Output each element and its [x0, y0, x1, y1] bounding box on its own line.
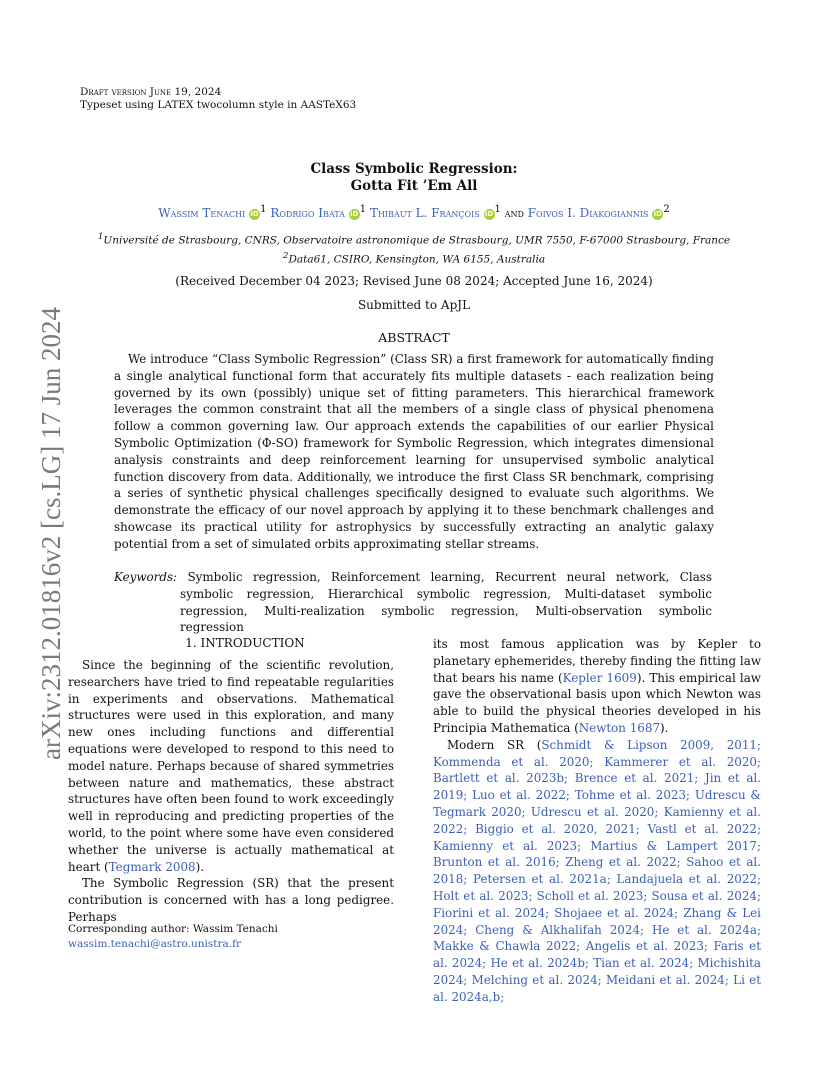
- orcid-icon[interactable]: iD: [653, 210, 662, 218]
- keywords-label: Keywords:: [114, 570, 178, 584]
- paragraph: Since the beginning of the scientific revolution, researchers have tried to find repeatable regularities in experiments and observations. Mathematical structures were used in this exploration, and many new ones including functions and differential equations were developed to respond to this need to model nature. Perhaps because of shared symmetries between nature and mathematics, these abstract structures have often been found to work exceedingly well in reproducing and predicting properties of the world, to the point where some have even considered whether the universe is actually mathematical at heart (Tegmark 2008).: [68, 658, 394, 874]
- right-column: [433, 636, 761, 1006]
- author-name[interactable]: Rodrigo Ibata: [270, 206, 345, 220]
- section-heading: 1. INTRODUCTION: [185, 636, 305, 650]
- abstract-heading: ABSTRACT: [378, 330, 450, 345]
- received-dates: (Received December 04 2023; Revised June 08 2024; Accepted June 16, 2024): [175, 274, 653, 288]
- keywords-list: Symbolic regression, Reinforcement learning, Recurrent neural network, Class symbolic regression, Hierarchical symbolic regression, Multi-dataset symbolic regression, Multi-realization symbolic regression, Multi-observation symbolic regression: [180, 570, 712, 635]
- paragraph: The Symbolic Regression (SR) that the present contribution is concerned with has a long pedigree. Perhaps: [68, 876, 394, 924]
- affiliation-2: $^2$Data61, CSIRO, Kensington, WA 6155, Australia: [282, 250, 546, 265]
- left-column: [68, 657, 394, 926]
- corresponding-author: Corresponding author: Wassim Tenachi: [68, 923, 278, 935]
- abstract-text: We introduce “Class Symbolic Regression” (Class SR) a first framework for automatically finding a single analytical functional form that accurately fits multiple datasets - each realization being governed by its own (possibly) unique set of fitting parameters. This hierarchical framework leverages the common constraint that all the members of a single class of physical phenomena follow a common governing law. Our approach extends the capabilities of our earlier Physical Symbolic Optimization (Φ-SO) framework for Symbolic Regression, which integrates dimensional analysis constraints and deep reinforcement learning for unsupervised symbolic analytical function discovery from data. Additionally, we introduce the first Class SR benchmark, comprising a series of synthetic physical challenges specifically designed to evaluate such algorithms. We demonstrate the efficacy of our novel approach by applying it to these benchmark challenges and showcase its practical utility for astrophysics by successfully extracting an analytic galaxy potential from a set of simulated orbits approximating stellar streams.: [114, 352, 714, 551]
- affiliation-1: $^1$Université de Strasbourg, CNRS, Observatoire astronomique de Strasbourg, UMR 7550, F-67000 Strasbourg, France: [97, 232, 731, 247]
- orcid-icon[interactable]: iD: [484, 210, 494, 218]
- typeset-note: Typeset using LATEX twocolumn style in AASTeX63: [80, 99, 357, 111]
- affiliations: [0, 230, 828, 267]
- author-name[interactable]: Foivos I. Diakogiannis: [527, 206, 649, 220]
- footnote: [68, 922, 278, 952]
- citation-link[interactable]: Newton 1687: [578, 720, 661, 735]
- submitted-journal: Submitted to ApJL: [357, 298, 471, 312]
- email-link[interactable]: wassim.tenachi@astro.unistra.fr: [68, 938, 242, 950]
- orcid-icon[interactable]: iD: [350, 210, 359, 218]
- paragraph: Modern SR (Schmidt & Lipson 2009, 2011; Kommenda et al. 2020; Kammerer et al. 2020; Bartlett et al. 2023b; Brence et al. 2021; Jin et al. 2019; Luo et al. 2022; Tohme et al. 2023; Udrescu & Tegmark 2020; Udrescu et al. 2020; Kamienny et al. 2022; Biggio et al. 2020, 2021; Vastl et al. 2022; Kamienny et al. 2023; Martius & Lampert 2017; Brunton et al. 2016; Zheng et al. 2022; Sahoo et al. 2018; Petersen et al. 2021a; Landajuela et al. 2022; Holt et al. 2023; Scholl et al. 2023; Sousa et al. 2024; Fiorini et al. 2024; Shojaee et al. 2024; Zhang & Lei 2024; Cheng & Alkhalifah 2024; He et al. 2024a; Makke & Chawla 2022; Angelis et al. 2023; Faris et al. 2024; He et al. 2024b; Tian et al. 2024; Michishita 2024; Melching et al. 2024; Meidani et al. 2024; Li et al. 2024a,b;: [433, 737, 761, 1004]
- author-name[interactable]: Wassim Tenachi: [158, 206, 246, 220]
- draft-header: [80, 86, 356, 112]
- citation-list[interactable]: Schmidt & Lipson 2009, 2011; Kommenda et al. 2020; Kammerer et al. 2020; Bartlett et al. 2023b; Brence et al. 2021; Jin et al. 2019; Luo et al. 2022; Tohme et al. 2023; Udrescu & Tegmark 2020; Udrescu et al. 2020; Kamienny et al. 2022; Biggio et al. 2020, 2021; Vastl et al. 2022; Kamienny et al. 2023; Martius & Lampert 2017; Brunton et al. 2016; Zheng et al. 2022; Sahoo et al. 2018; Petersen et al. 2021a; Landajuela et al. 2022; Holt et al. 2023; Scholl et al. 2023; Sousa et al. 2024; Fiorini et al. 2024; Shojaee et al. 2024; Zhang & Lei 2024; Cheng & Alkhalifah 2024; He et al. 2024a; Makke & Chawla 2022; Angelis et al. 2023; Faris et al. 2024; He et al. 2024b; Tian et al. 2024; Michishita 2024; Melching et al. 2024; Meidani et al. 2024; Li et al. 2024a,b;: [433, 737, 761, 1004]
- paper-title: [0, 161, 828, 195]
- citation-link[interactable]: Tegmark 2008: [108, 859, 196, 874]
- author-list: Wassim Tenachi $iD^1$ Rodrigo Ibata $iD^1$ Thibaut L. François $iD^1$ and Foivos I. Diakogiannis $iD^2$: [158, 204, 670, 220]
- citation-link[interactable]: Kepler 1609: [562, 670, 637, 685]
- keywords: [114, 569, 712, 636]
- title-line-1: Class Symbolic Regression:: [310, 161, 518, 177]
- author-conjunction: and: [504, 206, 524, 220]
- paragraph: its most famous application was by Kepler to planetary ephemerides, thereby finding the fitting law that bears his name (Kepler 1609). This empirical law gave the observational basis upon which Newton was able to build the physical theories developed in his Principia Mathematica (Newton 1687).: [433, 637, 761, 735]
- draft-version: Draft version June 19, 2024: [80, 86, 222, 98]
- orcid-icon[interactable]: iD: [250, 210, 259, 218]
- author-name[interactable]: Thibaut L. François: [369, 206, 480, 220]
- title-line-2: Gotta Fit ’Em All: [350, 178, 478, 194]
